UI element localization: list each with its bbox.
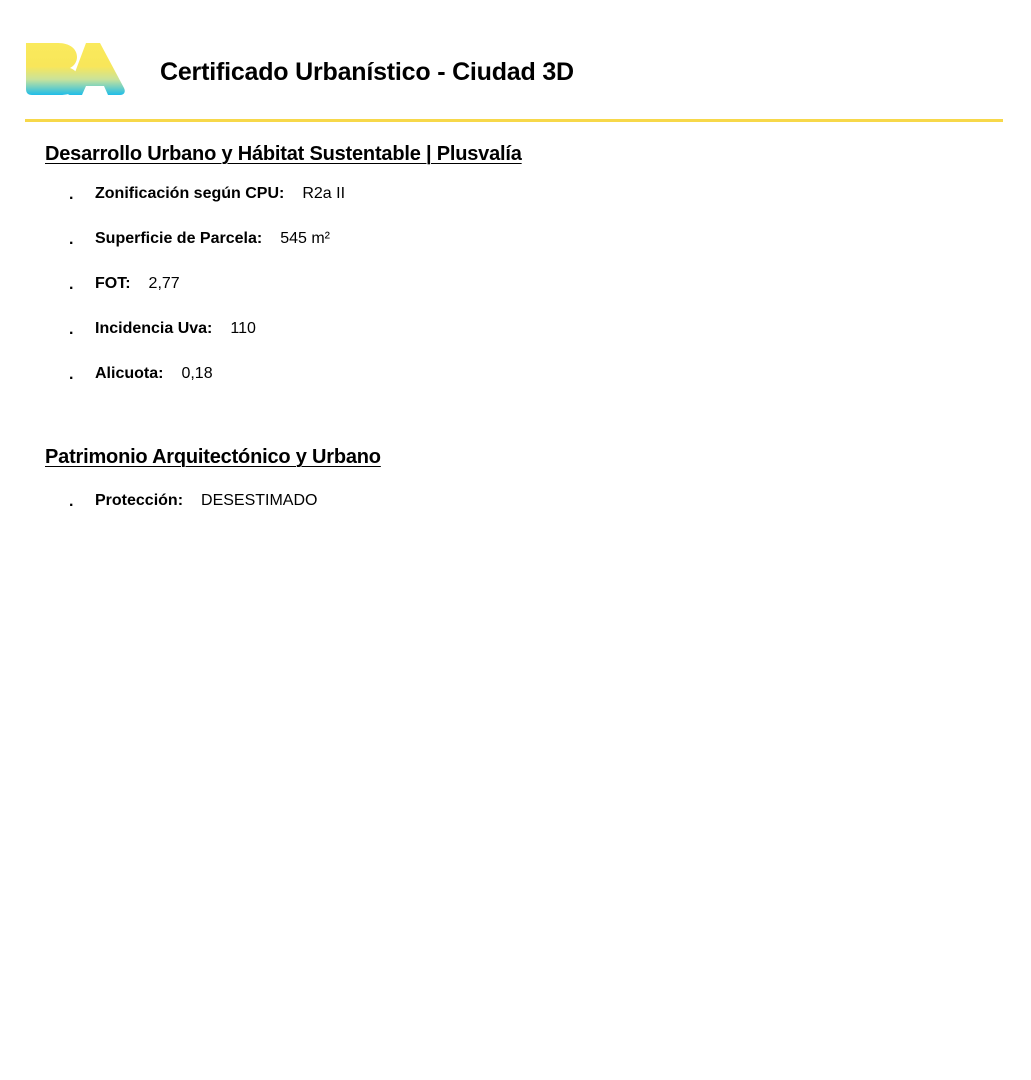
list-item-superficie <box>45 228 945 273</box>
item-value: R2a II <box>302 185 346 202</box>
bullet: . <box>69 366 74 383</box>
item-value: 545 m² <box>280 230 330 247</box>
list-item-proteccion <box>45 490 945 535</box>
item-value: 2,77 <box>148 275 180 292</box>
item-value: DESESTIMADO <box>201 492 318 509</box>
bullet: . <box>69 231 74 248</box>
item-label: FOT: <box>95 275 131 292</box>
bullet: . <box>69 321 74 338</box>
attribute-list <box>45 490 945 535</box>
bullet: . <box>69 276 74 293</box>
item-label: Superficie de Parcela: <box>95 230 263 247</box>
section-heading: Patrimonio Arquitectónico y Urbano <box>45 446 381 468</box>
section-desarrollo-urbano <box>45 141 945 408</box>
section-heading: Desarrollo Urbano y Hábitat Sustentable | Plusvalía <box>45 143 522 165</box>
bullet: . <box>69 186 74 203</box>
list-item-zonificacion <box>45 183 945 228</box>
bullet: . <box>69 493 74 510</box>
list-item-fot <box>45 273 945 318</box>
item-value: 0,18 <box>181 365 213 382</box>
item-value: 110 <box>230 320 256 337</box>
item-label: Zonificación según CPU: <box>95 185 285 202</box>
list-item-incidencia-uva <box>45 318 945 363</box>
header-divider <box>25 119 1003 122</box>
list-item-alicuota <box>45 363 945 408</box>
item-label: Incidencia Uva: <box>95 320 213 337</box>
item-label: Protección: <box>95 492 184 509</box>
section-patrimonio <box>45 444 945 535</box>
ba-logo <box>24 40 126 96</box>
item-label: Alicuota: <box>95 365 164 382</box>
document-header <box>0 0 1031 124</box>
attribute-list <box>45 183 945 408</box>
document-title: Certificado Urbanístico - Ciudad 3D <box>160 58 574 86</box>
